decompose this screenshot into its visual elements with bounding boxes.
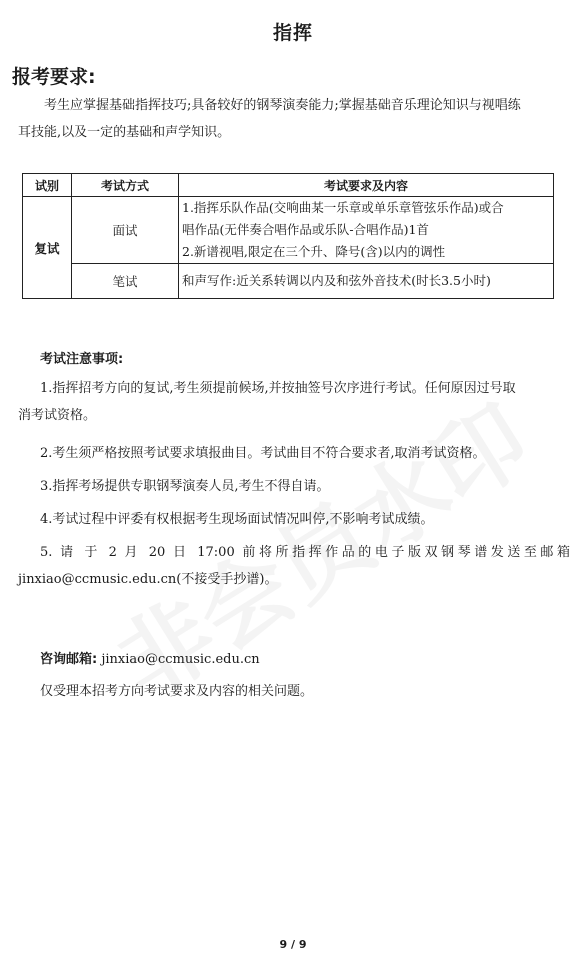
requirement-cell — [179, 264, 554, 299]
round-cell: 复试 — [23, 197, 72, 299]
contact-label: 咨询邮箱: — [40, 652, 98, 667]
requirement-cell — [179, 197, 554, 264]
contact-email[interactable]: jinxiao@ccmusic.edu.cn — [97, 652, 260, 667]
header-round: 试别 — [23, 174, 72, 197]
notes-heading: 考试注意事项: — [40, 352, 124, 367]
method-cell: 面试 — [72, 197, 179, 264]
contact-line — [40, 648, 260, 667]
requirement-line: 2.新谱视唱,限定在三个升、降号(含)以内的调性 — [182, 244, 446, 259]
note-5-line-1: 5. 请 于 2 月 20 日 17:00 前将所指挥作品的电子版双钢琴谱发送至邮箱 — [40, 545, 570, 560]
requirement-line: 和声写作:近关系转调以内及和弦外音技术(时长3.5小时) — [182, 273, 491, 288]
exam-table — [22, 173, 554, 299]
requirement-line: 1.指挥乐队作品(交响曲某一乐章或单乐章管弦乐作品)或合 — [182, 200, 504, 215]
header-requirements: 考试要求及内容 — [179, 174, 554, 197]
table-row — [23, 264, 554, 299]
page-title: 指挥 — [272, 22, 313, 44]
note-4: 4.考试过程中评委有权根据考生现场面试情况叫停,不影响考试成绩。 — [40, 512, 434, 527]
intro-line-2: 耳技能,以及一定的基础和声学知识。 — [18, 125, 231, 140]
note-1-line-1: 1.指挥招考方向的复试,考生须提前候场,并按抽签号次序进行考试。任何原因过号取 — [40, 381, 516, 396]
method-cell: 笔试 — [72, 264, 179, 299]
table-row — [23, 197, 554, 264]
note-1-line-2: 消考试资格。 — [18, 408, 97, 423]
requirement-line: 唱作品(无伴奏合唱作品或乐队-合唱作品)1首 — [182, 222, 429, 237]
note-2: 2.考生须严格按照考试要求填报曲目。考试曲目不符合要求者,取消考试资格。 — [40, 446, 486, 461]
header-method: 考试方式 — [72, 174, 179, 197]
section-heading: 报考要求: — [12, 66, 96, 88]
note-5-line-2: jinxiao@ccmusic.edu.cn(不接受手抄谱)。 — [18, 572, 278, 587]
page-number: 9 / 9 — [279, 938, 307, 951]
intro-line-1: 考生应掌握基础指挥技巧;具备较好的钢琴演奏能力;掌握基础音乐理论知识与视唱练 — [44, 98, 521, 113]
note-3: 3.指挥考场提供专职钢琴演奏人员,考生不得自请。 — [40, 479, 330, 494]
contact-note: 仅受理本招考方向考试要求及内容的相关问题。 — [40, 684, 314, 699]
table-header-row — [23, 174, 554, 197]
